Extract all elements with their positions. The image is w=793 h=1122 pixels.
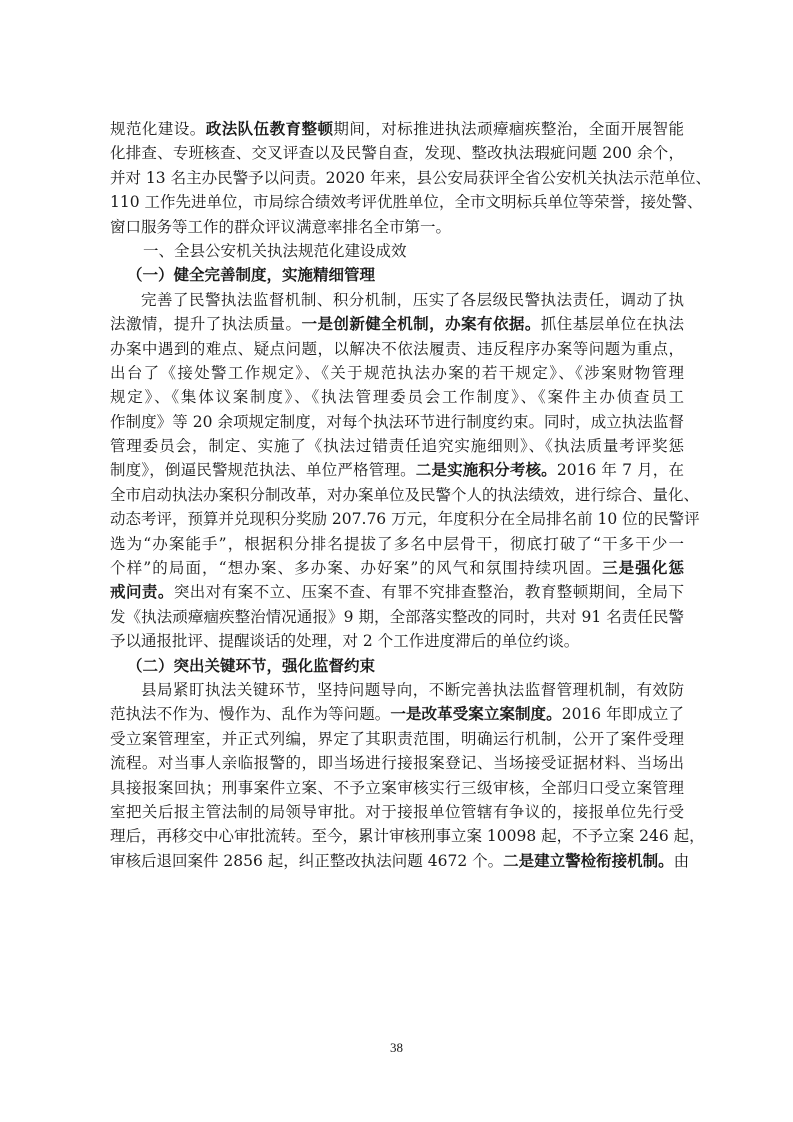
- text-line: [110, 117, 684, 141]
- text-line: [110, 166, 711, 190]
- bold-text: 二是实施积分考核。: [415, 461, 557, 480]
- text-span: 突出对有案不立、压案不查、有罪不究排查整治，教育整顿期间，全局下: [173, 583, 684, 602]
- text-span: 理后，再移交中心审批流转。至今，累计审核刑事立案 10098 起，不予立案 246 起，: [110, 827, 705, 846]
- page-number: 38: [390, 1040, 403, 1055]
- subsection-heading: [110, 654, 684, 678]
- text-span: 办案中遇到的难点、疑点问题，以解决不依法履责、违反程序办案等问题为重点，: [110, 339, 684, 358]
- bold-text: （一）健全完善制度，实施精细管理: [127, 265, 376, 285]
- text-span: 法激情，提升了执法质量。: [110, 315, 302, 334]
- text-span: 具接报案回执；刑事案件立案、不予立案审核实行三级审核，全部归口受立案管理: [110, 778, 684, 797]
- text-span: 规范化建设。: [110, 120, 206, 138]
- text-span: 窗口服务等工作的群众评议满意率排名全市第一。: [110, 217, 452, 236]
- text-line: [110, 532, 684, 556]
- text-line: [110, 824, 705, 848]
- subsection-heading: [110, 263, 684, 287]
- text-span: 审核后退回案件 2856 起，纠正整改执法问题 4672 个。: [110, 851, 504, 870]
- text-line: [110, 385, 684, 409]
- text-line: [110, 141, 684, 165]
- text-span: 由: [673, 851, 690, 870]
- text-span: 室把关后报主管法制的局领导审批。对于接报单位管辖有争议的，接报单位先行受: [110, 802, 684, 821]
- text-span: 县局紧盯执法关键环节，坚持问题导向，不断完善执法监督管理机制，有效防: [141, 680, 684, 699]
- text-line: [110, 776, 684, 800]
- text-span: 动态考评，预算并兑现积分奖励 207.76 万元，年度积分在全局排名前 10 位的民警评: [110, 510, 700, 529]
- text-line: [110, 458, 684, 482]
- text-span: 规定》、《集体议案制度》、《执法管理委员会工作制度》、《案件主办侦查员工: [110, 388, 684, 407]
- text-line: [110, 288, 684, 312]
- text-line: [110, 337, 684, 361]
- text-line: [110, 361, 684, 385]
- text-line: [110, 629, 684, 653]
- text-span: 予以通报批评、提醒谈话的处理，对 2 个工作进度滞后的单位约谈。: [110, 632, 580, 651]
- text-span: 范执法不作为、慢作为、乱作为等问题。: [110, 705, 391, 724]
- text-line: [110, 678, 684, 702]
- text-line: [110, 605, 684, 629]
- text-span: 一、全县公安机关执法规范化建设成效: [143, 241, 407, 260]
- text-span: 作制度》等 20 余项规定制度，对每个执法环节进行制度约束。同时，成立执法监督: [110, 412, 684, 431]
- text-line: [110, 507, 700, 531]
- text-line: [110, 434, 684, 458]
- text-span: 出台了《接处警工作规定》、《关于规范执法办案的若干规定》、《涉案财物管理: [110, 363, 684, 382]
- section-heading: [110, 239, 684, 263]
- text-line: [110, 410, 684, 434]
- text-line: [110, 215, 684, 239]
- text-span: 全市启动执法办案积分制改革，对办案单位及民警个人的执法绩效，进行综合、量化、: [110, 485, 700, 504]
- text-span: 个样”的局面，“想办案、多办案、办好案”的风气和氛围持续巩固。: [110, 559, 603, 578]
- text-line: [110, 580, 684, 604]
- bold-text: （二）突出关键环节，强化监督约束: [127, 655, 376, 675]
- text-span: 化排查、专班核查、交叉评查以及民警自查，发现、整改执法瑕疵问题 200 余个，: [110, 144, 684, 163]
- text-line: [110, 556, 684, 580]
- text-span: 期间，对标推进执法顽瘴痼疾整治，全面开展智能: [333, 120, 684, 138]
- text-line: [110, 190, 703, 214]
- text-span: 流程。对当事人亲临报警的，即当场进行接报案登记、当场接受证据材料、当场出: [110, 754, 684, 773]
- text-span: 发《执法顽瘴痼疾整治情况通报》9 期，全部落实整改的同时，共对 91 名责任民警: [110, 607, 684, 626]
- bold-text: 政法队伍教育整顿: [205, 120, 334, 138]
- text-line: [110, 312, 684, 336]
- bold-text: 一是创新健全机制，办案有依据。: [301, 315, 541, 334]
- bold-text: 三是强化惩: [602, 559, 684, 578]
- text-line: [110, 751, 684, 775]
- text-line: [110, 702, 684, 726]
- text-span: 完善了民警执法监督机制、积分机制，压实了各层级民警执法责任，调动了执: [141, 290, 684, 309]
- text-span: 选为“办案能手”，根据积分排名提拔了多名中层骨干，彻底打破了“干多干少一: [110, 534, 684, 553]
- text-line: [110, 800, 684, 824]
- text-line: [110, 849, 690, 873]
- text-line: [110, 483, 700, 507]
- text-span: 受立案管理室，并正式列编，界定了其职责范围，明确运行机制，公开了案件受理: [110, 729, 684, 748]
- text-span: 110 工作先进单位，市局综合绩效考评优胜单位，全市文明标兵单位等荣誉，接处警、: [110, 193, 703, 212]
- bold-text: 一是改革受案立案制度。: [390, 705, 562, 724]
- text-line: [110, 727, 684, 751]
- text-span: 管理委员会，制定、实施了《执法过错责任追究实施细则》、《执法质量考评奖惩: [110, 437, 684, 456]
- text-span: 2016 年 7 月，在: [556, 461, 684, 480]
- bold-text: 二是建立警检衔接机制。: [503, 851, 674, 870]
- text-span: 抓住基层单位在执法: [540, 315, 684, 334]
- text-span: 2016 年即成立了: [561, 705, 684, 724]
- text-span: 并对 13 名主办民警予以问责。2020 年来，县公安局获评全省公安机关执法示范单位、: [110, 168, 711, 187]
- bold-text: 戒问责。: [110, 583, 174, 602]
- text-span: 制度》，倒逼民警规范执法、单位严格管理。: [110, 461, 416, 480]
- body-text: [110, 117, 711, 873]
